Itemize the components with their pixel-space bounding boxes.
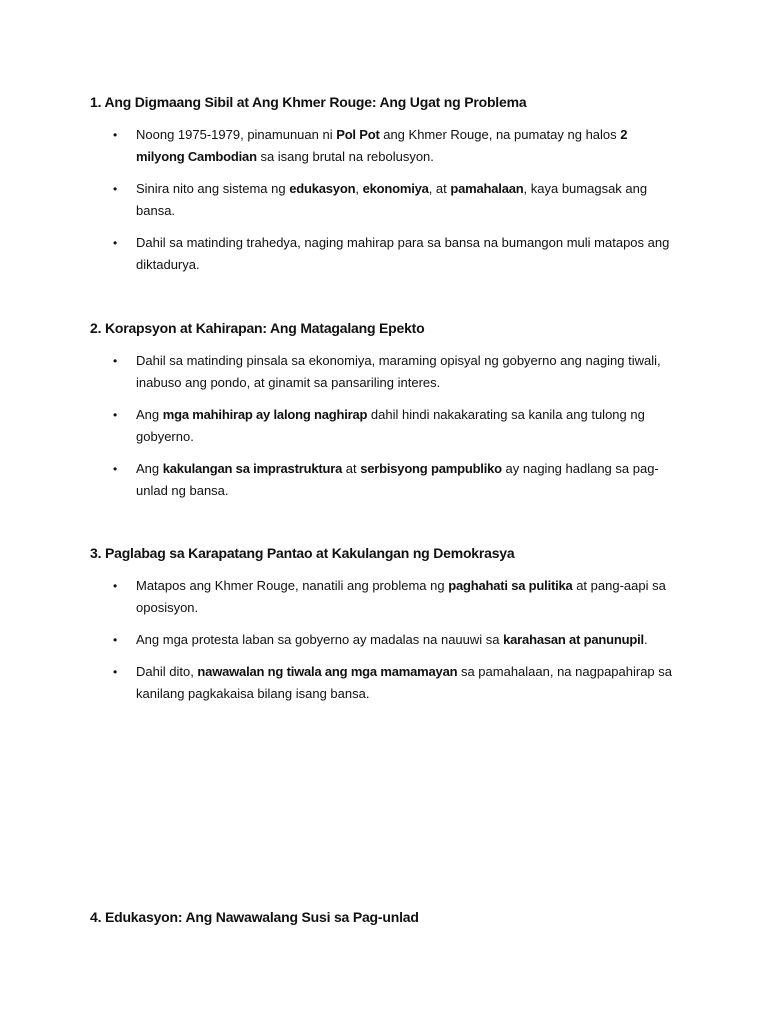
list-item: • Sinira nito ang sistema ng edukasyon, ekonomiya, at pamahalaan, kaya bumagsak ang bansa. [90,178,676,222]
bullet-icon: • [113,633,118,647]
bullet-icon: • [113,236,118,250]
list-item: • Ang kakulangan sa imprastruktura at serbisyong pampubliko ay naging hadlang sa pag-unlad ng bansa. [90,458,676,502]
bullet-icon: • [113,182,118,196]
list-item: • Ang mga mahihirap ay lalong naghirap dahil hindi nakakarating sa kanila ang tulong ng gobyerno. [90,404,676,448]
bullet-list [90,124,690,276]
bullet-icon: • [113,462,118,476]
bullet-icon: • [113,579,118,593]
bullet-icon: • [113,128,118,142]
list-item: • Matapos ang Khmer Rouge, nanatili ang problema ng paghahati sa pulitika at pang-aapi sa oposisyon. [90,575,676,619]
list-item: • Dahil sa matinding trahedya, naging mahirap para sa bansa na bumangon muli matapos ang diktadurya. [90,232,676,276]
bullet-list [90,350,690,502]
section-4 [90,908,690,926]
bullet-icon: • [113,408,118,422]
section-3 [90,544,690,705]
list-item: • Ang mga protesta laban sa gobyerno ay madalas na nauuwi sa karahasan at panunupil. [90,629,676,651]
section-heading: 3. Paglabag sa Karapatang Pantao at Kakulangan ng Demokrasya [90,545,515,561]
bullet-icon: • [113,665,118,679]
section-heading: 1. Ang Digmaang Sibil at Ang Khmer Rouge: Ang Ugat ng Problema [90,94,527,110]
list-item: • Noong 1975-1979, pinamunuan ni Pol Pot ang Khmer Rouge, na pumatay ng halos 2 milyong Cambodian sa isang brutal na rebolusyon. [90,124,676,168]
list-item: • Dahil sa matinding pinsala sa ekonomiya, maraming opisyal ng gobyerno ang naging tiwali, inabuso ang pondo, at ginamit sa pansariling interes. [90,350,676,394]
section-heading: 2. Korapsyon at Kahirapan: Ang Matagalang Epekto [90,320,425,336]
section-heading: 4. Edukasyon: Ang Nawawalang Susi sa Pag-unlad [90,909,419,925]
bullet-list [90,575,690,705]
list-item: • Dahil dito, nawawalan ng tiwala ang mga mamamayan sa pamahalaan, na nagpapahirap sa kanilang pagkakaisa bilang isang bansa. [90,661,676,705]
bullet-icon: • [113,354,118,368]
section-2 [90,319,690,502]
section-1 [90,93,690,276]
